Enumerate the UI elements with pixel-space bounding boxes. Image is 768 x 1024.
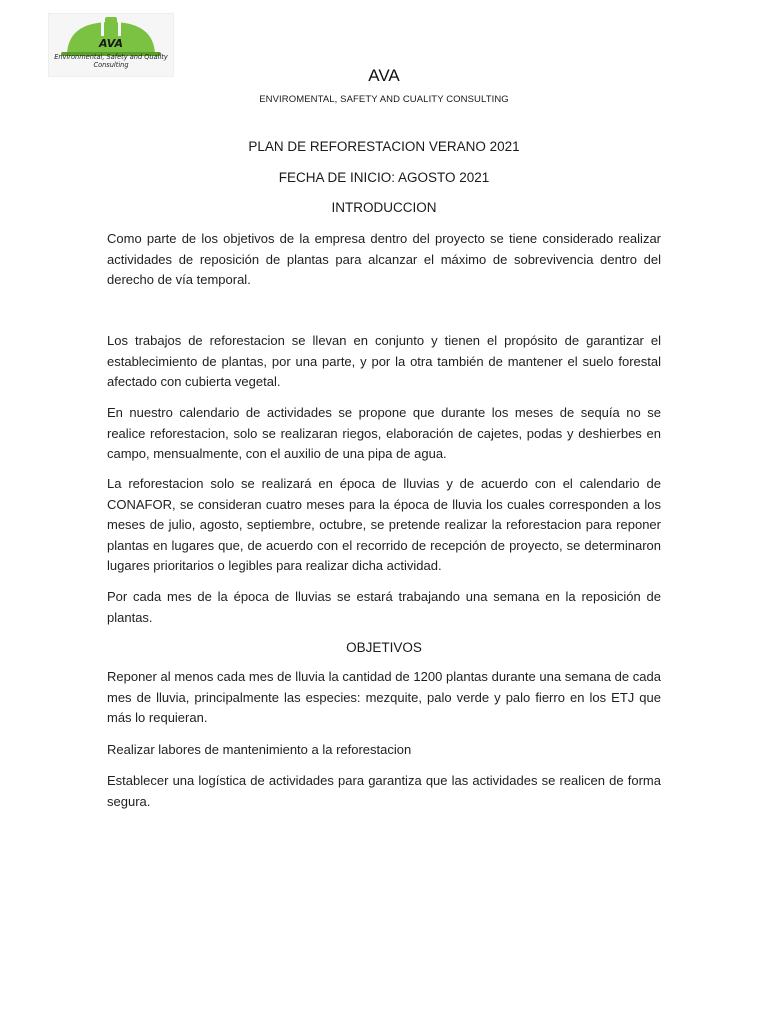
intro-paragraph: La reforestacion solo se realizará en época de lluvias y de acuerdo con el calendario de CONAFOR, se consideran cuatro meses para la época de lluvia los cuales corresponden a los meses de julio, agosto, septiembre, octubre, se pretende realizar la reforestacion para reponer plantas en lugares que, de acuerdo con el recorrido de recepción de proyecto, se determinaron lugares prioritarios o legibles para realizar dicha actividad.	[107, 476, 661, 574]
objective-item: Reponer al menos cada mes de lluvia la cantidad de 1200 plantas durante una semana de cada mes de lluvia, principalmente las especies: mezquite, palo verde y palo fierro en los ETJ que más lo requieran.	[107, 669, 661, 726]
intro-paragraph: Los trabajos de reforestacion se llevan en conjunto y tienen el propósito de garantizar el establecimiento de plantas, por una parte, y por la otra también de mantener el suelo forestal afectado con cubierta vegetal.	[107, 333, 661, 390]
intro-paragraph: En nuestro calendario de actividades se propone que durante los meses de sequía no se realice reforestacion, solo se realizaran riegos, elaboración de cajetes, podas y deshierbes en campo, mensualmente, con el auxilio de una pipa de agua.	[107, 405, 661, 462]
company-name: AVA	[368, 66, 400, 85]
intro-paragraph: Por cada mes de la época de lluvias se estará trabajando una semana en la reposición de plantas.	[107, 589, 661, 625]
objectives-heading: OBJETIVOS	[346, 640, 422, 655]
logo-caption-line2: Consulting	[93, 60, 129, 69]
logo-text: AVA	[98, 37, 124, 50]
intro-heading: INTRODUCCION	[331, 200, 437, 215]
logo-caption-line1: Environmental, Safety and Quality	[54, 53, 168, 61]
objective-item: Realizar labores de mantenimiento a la reforestacion	[107, 742, 412, 757]
company-tagline: ENVIROMENTAL, SAFETY AND CUALITY CONSULTING	[259, 94, 509, 105]
intro-paragraph: Como parte de los objetivos de la empresa dentro del proyecto se tiene considerado realizar actividades de reposición de plantas para alcanzar el máximo de sobrevivencia dentro del derecho de vía temporal.	[107, 231, 661, 288]
objective-item: Establecer una logística de actividades para garantiza que las actividades se realicen de forma segura.	[107, 773, 661, 809]
plan-title: PLAN DE REFORESTACION VERANO 2021	[248, 139, 520, 154]
start-date: FECHA DE INICIO: AGOSTO 2021	[278, 170, 490, 185]
